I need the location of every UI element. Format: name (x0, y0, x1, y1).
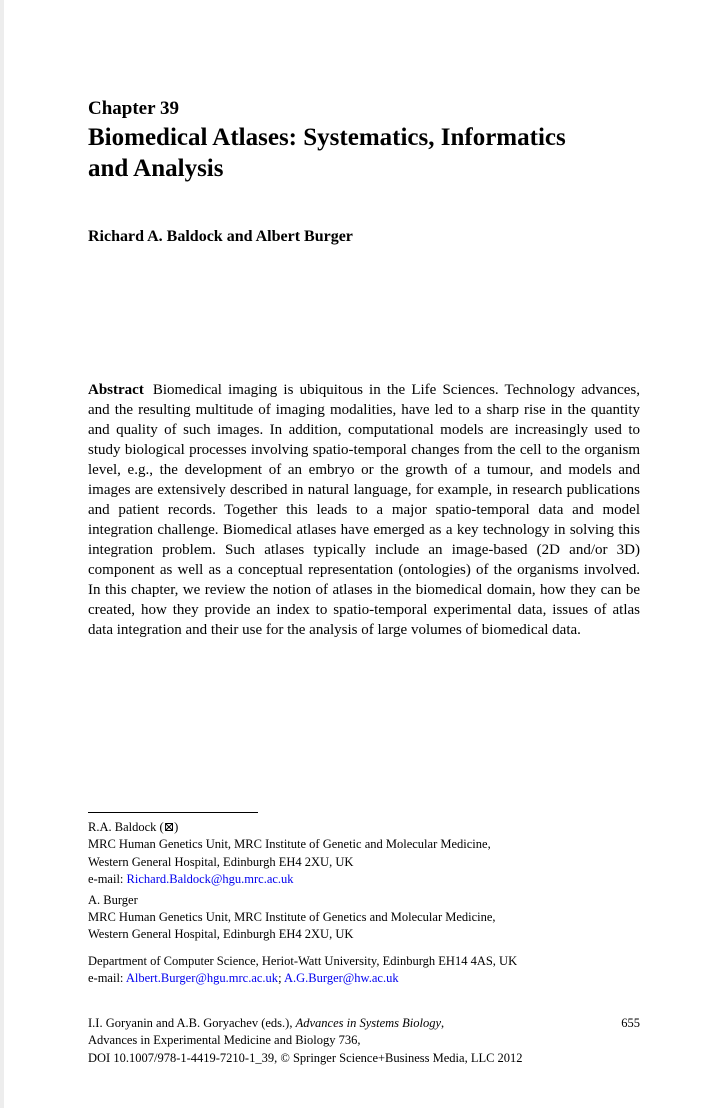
baldock-email-link[interactable]: Richard.Baldock@hgu.mrc.ac.uk (126, 872, 294, 887)
footnote-burger-secondary (88, 953, 640, 988)
footnote-burger-secondary-affiliation: Department of Computer Science, Heriot-Watt University, Edinburgh EH14 4AS, UK (88, 953, 518, 968)
burger-email-link-1[interactable]: Albert.Burger@hgu.mrc.ac.uk (125, 971, 279, 986)
footnote-baldock (88, 819, 640, 889)
abstract-text: Biomedical imaging is ubiquitous in the Life Sciences. Technology advances, and the resulting multitude of imaging modalities, have led to a sharp rise in the quantity and quality of such images. In addition, computational models are increasingly used to study biological processes involving spatio-temporal changes from the cell to the organism level, e.g., the development of an embryo or the growth of a tumour, and models and images are extensively described in natural language, for example, in research publications and patient records. Together this leads to a major spatio-temporal data and model integration challenge. Biomedical atlases have emerged as a key technology in solving this integration problem. Such atlases typically include an image-based (2D and/or 3D) component as well as a conceptual representation (ontologies) of the organisms involved. In this chapter, we review the notion of atlases in the biomedical domain, how they can be created, how they provide an index to spatio-temporal experimental data, issues of atlas data integration and their use for the analysis of large volumes of biomedical data. (88, 382, 640, 638)
chapter-title-line2: and Analysis (88, 155, 224, 182)
footer-editors-line (88, 1015, 640, 1032)
chapter-label: Chapter 39 (88, 98, 179, 119)
footer-editors: I.I. Goryanin and A.B. Goryachev (eds.), (88, 1016, 293, 1030)
footnote-burger-affiliation-1: MRC Human Genetics Unit, MRC Institute of Genetics and Molecular Medicine, (88, 910, 496, 925)
footnote-gap (88, 944, 640, 953)
footnote-baldock-affiliation-2: Western General Hospital, Edinburgh EH4 2XU, UK (88, 854, 354, 869)
footnote-baldock-name: R.A. Baldock (⊠) (88, 820, 179, 834)
footer-title-suffix: , (441, 1016, 445, 1030)
footnote-burger-name: A. Burger (88, 892, 138, 907)
footnote-section (88, 812, 640, 988)
footnote-burger-affiliation-2: Western General Hospital, Edinburgh EH4 2XU, UK (88, 927, 354, 942)
footnote-burger (88, 892, 640, 944)
email-separator: ; (278, 971, 282, 986)
page-left-edge (0, 0, 4, 1108)
footnote-baldock-email-line (88, 871, 640, 888)
email-label: e-mail: (88, 872, 124, 887)
abstract-label: Abstract (88, 382, 144, 398)
authors-line: Richard A. Baldock and Albert Burger (88, 228, 353, 245)
footnote-rule (88, 812, 258, 813)
abstract-paragraph (88, 380, 640, 640)
burger-email-link-2[interactable]: A.G.Burger@hw.ac.uk (283, 971, 399, 986)
footnote-burger-email-line (88, 970, 640, 987)
book-footer (88, 1015, 640, 1067)
page-content (88, 0, 640, 1108)
footnote-baldock-affiliation-1: MRC Human Genetics Unit, MRC Institute of Genetic and Molecular Medicine, (88, 837, 491, 852)
footer-doi-line: DOI 10.1007/978-1-4419-7210-1_39, © Springer Science+Business Media, LLC 2012 (88, 1050, 523, 1065)
chapter-title (88, 122, 566, 184)
footer-book-title: Advances in Systems Biology (295, 1016, 442, 1030)
chapter-title-line1: Biomedical Atlases: Systematics, Informatics (88, 124, 566, 151)
email-label: e-mail: (88, 971, 124, 986)
footer-series-line: Advances in Experimental Medicine and Biology 736, (88, 1033, 361, 1048)
page-number: 655 (621, 1016, 640, 1030)
